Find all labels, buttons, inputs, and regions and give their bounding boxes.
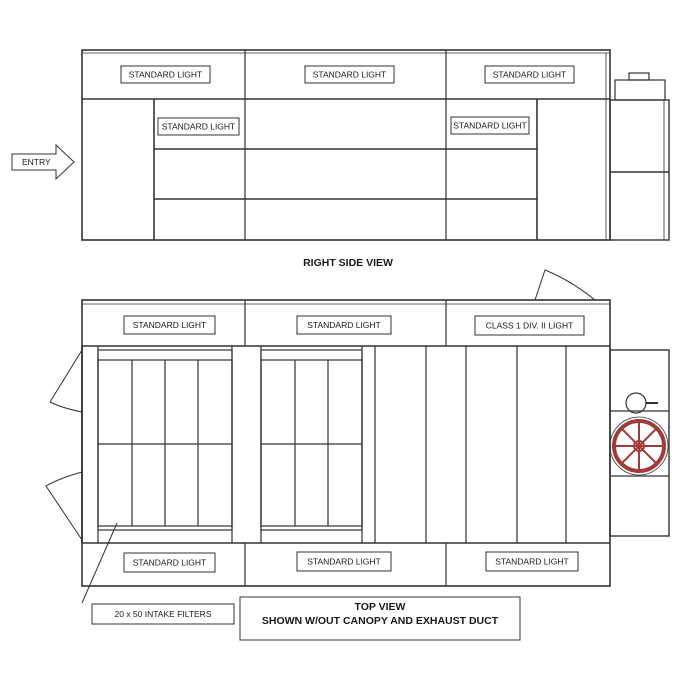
top-light-3: CLASS 1 DIV. II LIGHT	[485, 320, 574, 331]
top-view	[46, 270, 669, 640]
side-light-3: STANDARD LIGHT	[492, 69, 567, 80]
top-view-title: TOP VIEW	[354, 601, 406, 613]
bottom-light-3: STANDARD LIGHT	[495, 556, 569, 567]
side-view-title: RIGHT SIDE VIEW	[303, 257, 393, 269]
exhaust-fan-icon	[610, 393, 668, 475]
side-light-2: STANDARD LIGHT	[312, 69, 387, 80]
side-light-4: STANDARD LIGHT	[161, 121, 236, 132]
entry-label: ENTRY	[22, 157, 51, 167]
bottom-light-1: STANDARD LIGHT	[132, 557, 207, 568]
top-light-2: STANDARD LIGHT	[307, 320, 381, 330]
right-side-view	[12, 50, 669, 269]
side-light-1: STANDARD LIGHT	[128, 69, 203, 80]
top-light-1: STANDARD LIGHT	[132, 320, 207, 330]
intake-filter-label: 20 x 50 INTAKE FILTERS	[114, 609, 212, 619]
filter-bank-2	[261, 350, 362, 530]
bottom-light-2: STANDARD LIGHT	[307, 556, 381, 567]
side-light-5: STANDARD LIGHT	[453, 120, 527, 131]
exhaust-cabinet	[610, 100, 669, 240]
top-view-subtitle: SHOWN W/OUT CANOPY AND EXHAUST DUCT	[261, 615, 499, 627]
exhaust-motor	[615, 80, 665, 100]
